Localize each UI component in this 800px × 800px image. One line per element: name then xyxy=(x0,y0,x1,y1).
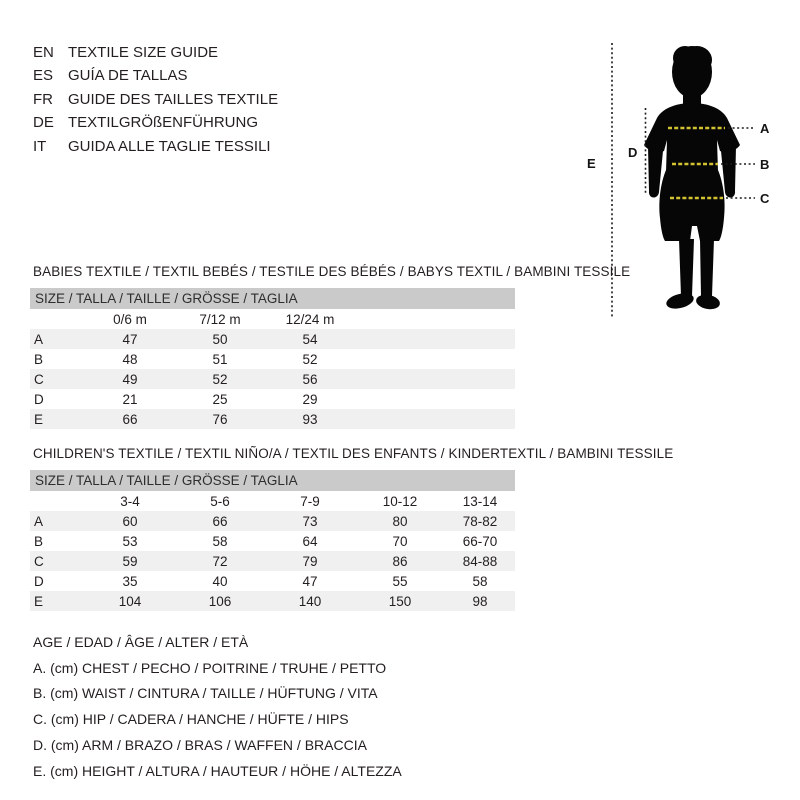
measure-value: 93 xyxy=(302,411,318,427)
measure-value: 66 xyxy=(212,513,228,529)
measure-value: 98 xyxy=(472,593,488,609)
measure-row-label: E xyxy=(34,411,44,427)
language-title: GUIDA ALLE TAGLIE TESSILI xyxy=(68,137,271,155)
measure-row xyxy=(30,531,515,551)
size-column-header: 5-6 xyxy=(210,493,230,509)
measure-value: 150 xyxy=(388,593,412,609)
legend-item: D. (cm) ARM / BRAZO / BRAS / WAFFEN / BRACCIA xyxy=(33,736,367,753)
size-column-header: 13-14 xyxy=(462,493,498,509)
measure-value: 70 xyxy=(392,533,408,549)
measure-value: 47 xyxy=(122,331,138,347)
measure-row-label: C xyxy=(34,371,44,387)
measure-value: 66 xyxy=(122,411,138,427)
children-section-title: CHILDREN'S TEXTILE / TEXTIL NIÑO/A / TEXTIL DES ENFANTS / KINDERTEXTIL / BAMBINI TESSILE xyxy=(33,446,674,461)
language-row xyxy=(33,64,278,87)
marker-label-d: D xyxy=(628,145,638,160)
measure-value: 50 xyxy=(212,331,228,347)
measure-value: 55 xyxy=(392,573,408,589)
measure-row xyxy=(30,389,515,409)
measure-value: 64 xyxy=(302,533,318,549)
measure-row-label: B xyxy=(34,533,44,549)
measure-row xyxy=(30,329,515,349)
measure-value: 66-70 xyxy=(462,533,498,549)
language-title: GUIDE DES TAILLES TEXTILE xyxy=(68,90,279,108)
size-column-header-row xyxy=(30,491,515,511)
measure-row-label: C xyxy=(34,553,44,569)
language-row xyxy=(33,111,278,134)
language-title: TEXTILE SIZE GUIDE xyxy=(68,44,219,61)
measure-row-label: B xyxy=(34,351,44,367)
measure-row-label: A xyxy=(34,331,44,347)
children-size-table xyxy=(30,470,515,611)
measure-value: 52 xyxy=(302,351,318,367)
filler-cell xyxy=(355,349,515,369)
children-section xyxy=(30,446,674,611)
measure-row xyxy=(30,349,515,369)
measure-value: 76 xyxy=(212,411,228,427)
measure-value: 86 xyxy=(392,553,408,569)
measure-value: 140 xyxy=(298,593,322,609)
size-column-header: 0/6 m xyxy=(113,311,147,327)
measure-value: 59 xyxy=(122,553,138,569)
language-row xyxy=(33,41,278,64)
measure-row xyxy=(30,591,515,611)
measure-row-label: D xyxy=(34,391,44,407)
measure-row xyxy=(30,511,515,531)
size-header-bar: SIZE / TALLA / TAILLE / GRÖSSE / TAGLIA xyxy=(30,470,515,491)
measure-value: 53 xyxy=(122,533,138,549)
legend-age-row: AGE / EDAD / ÂGE / ALTER / ETÀ xyxy=(33,634,249,650)
size-column-header: 10-12 xyxy=(382,493,418,509)
language-code: EN xyxy=(33,44,54,61)
measure-value: 58 xyxy=(212,533,228,549)
measure-value: 60 xyxy=(122,513,138,529)
filler-cell xyxy=(355,389,515,409)
marker-label-a: A xyxy=(760,121,770,136)
language-code: DE xyxy=(33,114,54,132)
measure-value: 79 xyxy=(302,553,318,569)
legend-item: C. (cm) HIP / CADERA / HANCHE / HÜFTE / HIPS xyxy=(33,711,349,728)
measure-value: 51 xyxy=(212,351,228,367)
measure-value: 40 xyxy=(212,573,228,589)
measure-value: 48 xyxy=(122,351,138,367)
measure-value: 80 xyxy=(392,513,408,529)
measure-value: 72 xyxy=(212,553,228,569)
measure-value: 84-88 xyxy=(462,553,498,569)
measure-value: 56 xyxy=(302,371,318,387)
corner-cell xyxy=(30,491,85,511)
corner-cell xyxy=(30,309,85,329)
marker-label-e: E xyxy=(587,156,596,171)
measure-value: 106 xyxy=(208,593,232,609)
size-column-header-row xyxy=(30,309,515,329)
measure-value: 21 xyxy=(122,391,138,407)
measure-row xyxy=(30,369,515,389)
language-code: ES xyxy=(33,67,54,85)
measure-value: 58 xyxy=(472,573,488,589)
legend-item: E. (cm) HEIGHT / ALTURA / HAUTEUR / HÖHE / ALTEZZA xyxy=(33,762,402,779)
legend xyxy=(33,630,402,784)
measure-value: 29 xyxy=(302,391,318,407)
language-row xyxy=(33,88,278,111)
measure-value: 49 xyxy=(122,371,138,387)
measure-value: 25 xyxy=(212,391,228,407)
language-row xyxy=(33,135,278,158)
size-column-header: 7-9 xyxy=(300,493,320,509)
marker-label-b: B xyxy=(760,157,770,172)
size-column-header: 3-4 xyxy=(120,493,140,509)
size-column-header: 12/24 m xyxy=(285,311,335,327)
language-code: FR xyxy=(33,90,53,108)
babies-section-title: BABIES TEXTILE / TEXTIL BEBÉS / TESTILE DES BÉBÉS / BABYS TEXTIL / BAMBINI TESSILE xyxy=(33,264,631,279)
measure-value: 73 xyxy=(302,513,318,529)
size-column-header: 7/12 m xyxy=(199,311,241,327)
measure-value: 54 xyxy=(302,331,318,347)
filler-cell xyxy=(355,369,515,389)
measure-row xyxy=(30,409,515,429)
language-title: TEXTILGRÖßENFÜHRUNG xyxy=(68,114,259,132)
measure-row xyxy=(30,551,515,571)
measure-row-label: A xyxy=(34,513,44,529)
legend-item: B. (cm) WAIST / CINTURA / TAILLE / HÜFTUNG / VITA xyxy=(33,685,378,702)
measure-value: 52 xyxy=(212,371,228,387)
legend-item: A. (cm) CHEST / PECHO / POITRINE / TRUHE / PETTO xyxy=(33,659,387,676)
size-header-bar: SIZE / TALLA / TAILLE / GRÖSSE / TAGLIA xyxy=(30,288,515,309)
language-list xyxy=(33,41,278,158)
language-title: GUÍA DE TALLAS xyxy=(68,67,188,85)
measure-row-label: D xyxy=(34,573,44,589)
filler-cell xyxy=(355,409,515,429)
measure-value: 104 xyxy=(118,593,142,609)
measure-row xyxy=(30,571,515,591)
marker-label-c: C xyxy=(760,191,770,206)
babies-size-table xyxy=(30,288,515,429)
measure-value: 47 xyxy=(302,573,318,589)
language-code: IT xyxy=(33,137,47,155)
measure-value: 78-82 xyxy=(462,513,498,529)
measure-value: 35 xyxy=(122,573,138,589)
filler-cell xyxy=(355,309,515,329)
measure-row-label: E xyxy=(34,593,44,609)
babies-section xyxy=(30,264,670,429)
filler-cell xyxy=(355,329,515,349)
